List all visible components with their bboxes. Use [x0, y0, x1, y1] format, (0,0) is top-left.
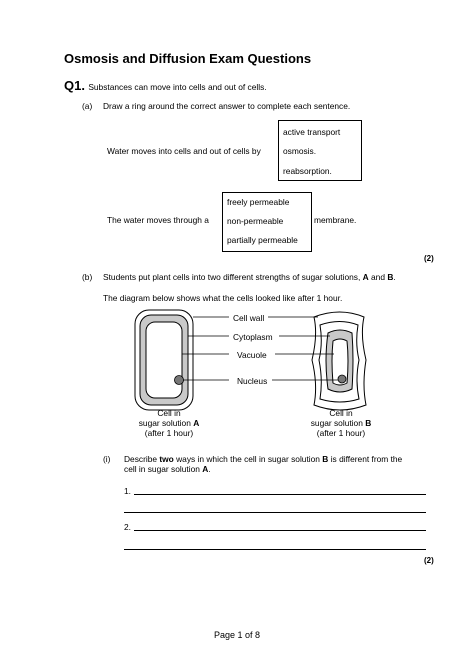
caption-b-text: sugar solution: [310, 418, 363, 428]
sentence-1-prefix: Water moves into cells and out of cells by: [107, 146, 261, 156]
sentence-2-suffix: membrane.: [314, 215, 357, 225]
answer-line-1b[interactable]: [124, 512, 426, 513]
sub-i-text3: is different from the: [330, 454, 403, 464]
part-b-and: and: [371, 272, 385, 282]
solution-a-letter: A: [362, 272, 369, 282]
caption-cell-b: [296, 408, 386, 438]
sub-i-letter-a: A: [202, 464, 209, 474]
caption-a-line2: [124, 418, 214, 428]
answer-line-2a[interactable]: [134, 530, 426, 531]
part-b-text: [103, 272, 433, 282]
sub-i-text5: .: [208, 464, 211, 474]
sub-i-text1: Describe: [124, 454, 158, 464]
option-active-transport[interactable]: active transport: [283, 127, 341, 137]
caption-a-line3: (after 1 hour): [144, 428, 194, 438]
cell-b-nucleus: [338, 375, 346, 383]
sub-i-two: two: [159, 454, 174, 464]
part-b-marks: (2): [424, 556, 434, 565]
option-osmosis[interactable]: osmosis.: [283, 146, 317, 156]
cell-b-drawing: [312, 312, 366, 410]
part-b-text-start: Students put plant cells into two different strengths of sugar solutions,: [103, 272, 361, 282]
sub-i-label: (i): [103, 454, 111, 464]
diagram-intro: The diagram below shows what the cells looked like after 1 hour.: [103, 293, 343, 303]
page-number: Page 1 of 8: [213, 630, 261, 640]
caption-b-letter: B: [365, 418, 372, 428]
caption-b-line1: Cell in: [329, 408, 353, 418]
caption-a-line1: Cell in: [157, 408, 181, 418]
part-b-period: .: [393, 272, 396, 282]
answer-line-2b[interactable]: [124, 549, 426, 550]
part-a-instruction: Draw a ring around the correct answer to complete each sentence.: [103, 101, 351, 111]
solution-b-letter: B: [387, 272, 394, 282]
caption-b-line2: [296, 418, 386, 428]
caption-a-letter: A: [193, 418, 200, 428]
caption-cell-a: [124, 408, 214, 438]
sentence-2-prefix: The water moves through a: [107, 215, 209, 225]
label-nucleus: Nucleus: [237, 376, 268, 386]
part-a-marks: (2): [424, 254, 434, 263]
caption-a-text: sugar solution: [138, 418, 191, 428]
label-cell-wall: Cell wall: [233, 313, 265, 323]
cell-a-nucleus: [175, 376, 184, 385]
question-text: Substances can move into cells and out of cells.: [88, 82, 267, 92]
option-reabsorption[interactable]: reabsorption.: [283, 166, 332, 176]
caption-b-line3: (after 1 hour): [316, 428, 366, 438]
question-1: [64, 78, 267, 93]
page-title: Osmosis and Diffusion Exam Questions: [64, 51, 312, 66]
answer-1-number: 1.: [124, 486, 131, 496]
answer-box-1: [278, 120, 362, 181]
sub-i-text4: cell in sugar solution: [124, 464, 200, 474]
option-freely-permeable[interactable]: freely permeable: [227, 197, 290, 207]
cell-a-vacuole: [146, 322, 182, 398]
sub-i-letter-b: B: [322, 454, 329, 464]
answer-2-number: 2.: [124, 522, 131, 532]
answer-box-2: [222, 192, 312, 252]
answer-line-1a[interactable]: [134, 494, 426, 495]
sub-i-text2: ways in which the cell in sugar solution: [176, 454, 320, 464]
option-non-permeable[interactable]: non-permeable: [227, 216, 284, 226]
sub-i-question: [124, 454, 434, 474]
part-b-label: (b): [82, 272, 93, 282]
option-partially-permeable[interactable]: partially permeable: [227, 235, 298, 245]
part-a-label: (a): [82, 101, 93, 111]
label-cytoplasm: Cytoplasm: [233, 332, 273, 342]
cell-a-drawing: [135, 310, 193, 410]
question-number: Q1.: [64, 78, 85, 93]
label-vacuole: Vacuole: [237, 350, 267, 360]
